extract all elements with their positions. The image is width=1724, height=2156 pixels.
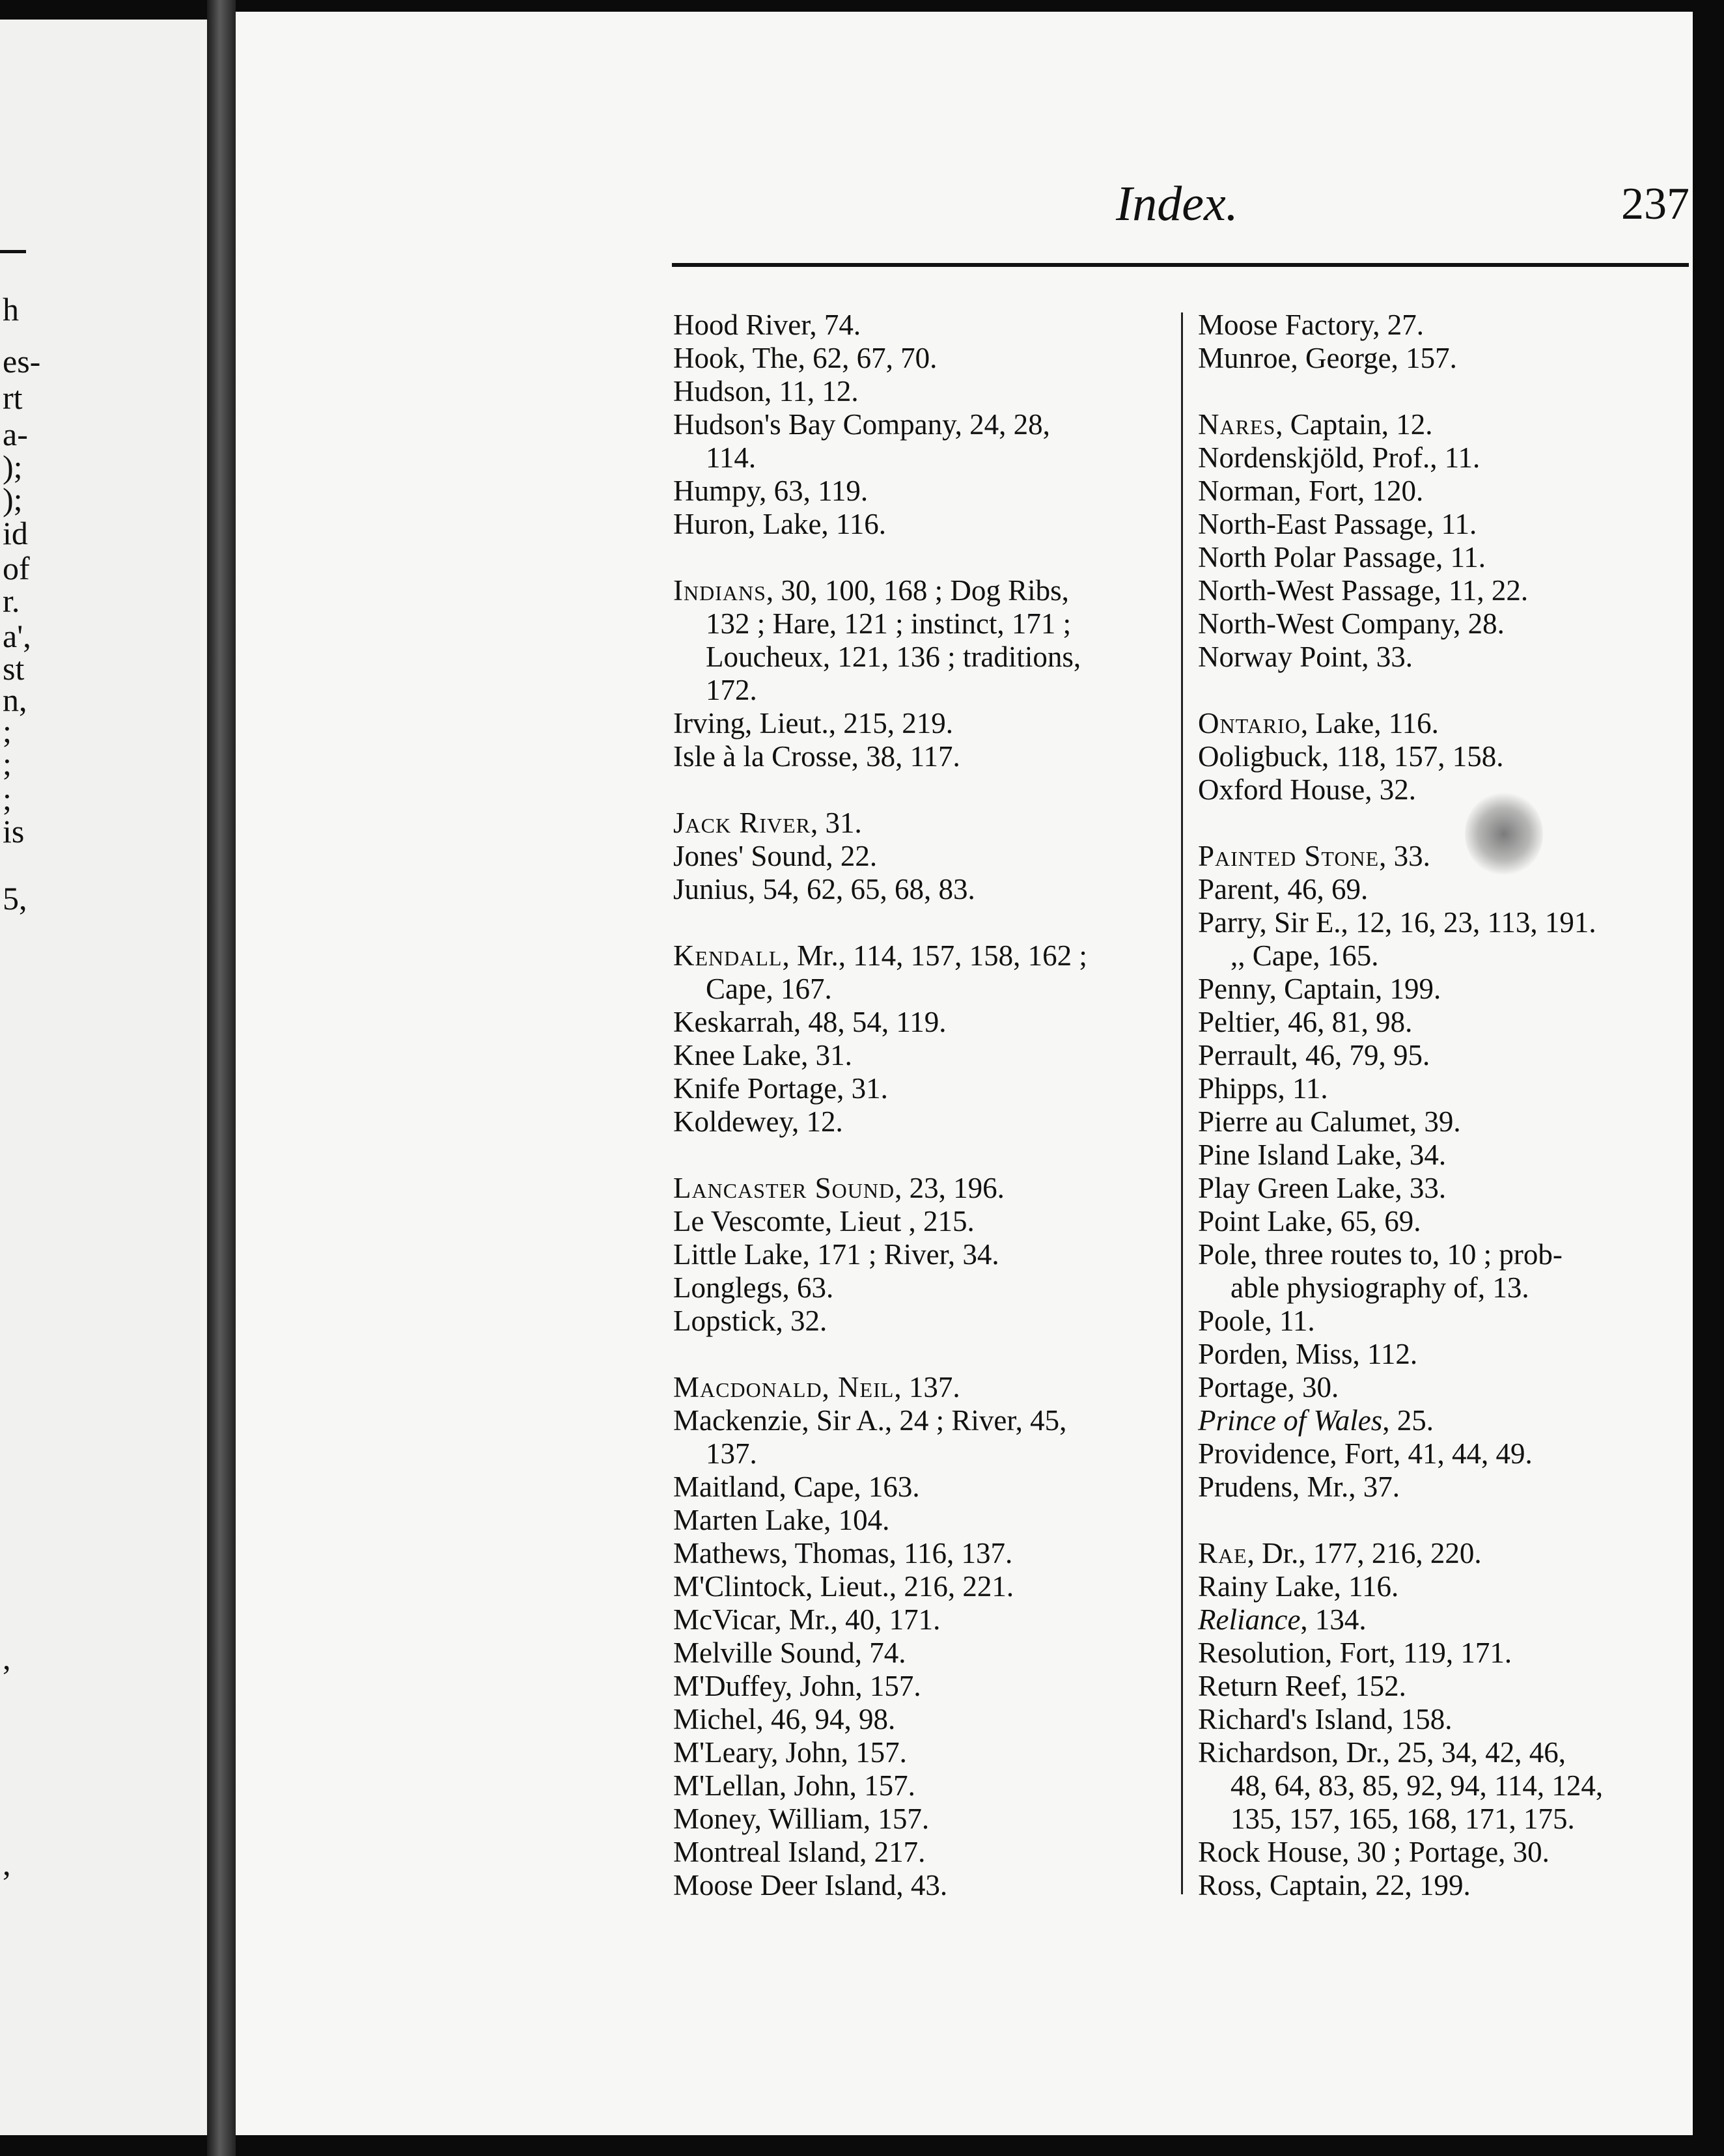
facing-page-fragment: , (3, 1640, 11, 1676)
index-entry-text: 135, 157, 165, 168, 171, 175. (1230, 1803, 1575, 1835)
index-entry (673, 939, 1175, 973)
index-entry-text: Huron, Lake, 116. (673, 508, 886, 540)
index-entry-text: Perrault, 46, 79, 95. (1198, 1039, 1430, 1071)
book-gutter (207, 0, 236, 2156)
facing-page-fragment: r. (3, 583, 20, 619)
index-entry (673, 408, 1175, 441)
index-entry (1198, 773, 1693, 807)
index-entry-text: , Mr., 114, 157, 158, 162 ; (782, 939, 1087, 972)
facing-page-fragment: h (3, 291, 19, 327)
facing-page-fragment: id (3, 515, 28, 551)
index-entry (1198, 1537, 1693, 1570)
index-entry-continuation (1198, 1803, 1693, 1836)
index-entry-text: Pine Island Lake, 34. (1198, 1139, 1447, 1171)
facing-page-fragment: n, (3, 682, 27, 718)
index-gap (673, 773, 1175, 807)
index-entry-text: , Lake, 116. (1300, 707, 1439, 739)
facing-page-rule (0, 250, 26, 253)
index-headword-italic: Prince of Wales (1198, 1404, 1383, 1437)
index-entry-text: Poole, 11. (1198, 1305, 1315, 1337)
index-headword: Rae (1198, 1537, 1247, 1569)
index-entry (1198, 574, 1693, 607)
index-entry-continuation (673, 973, 1175, 1006)
index-entry (1198, 641, 1693, 674)
index-entry (673, 1703, 1175, 1736)
index-gap (1198, 807, 1693, 840)
facing-page-edge (0, 20, 207, 2135)
index-entry-text: North-West Passage, 11, 22. (1198, 574, 1529, 607)
index-entry (1198, 1238, 1693, 1271)
index-entry-text: Jones' Sound, 22. (673, 840, 878, 872)
index-headword: Lancaster Sound (673, 1172, 895, 1204)
index-entry (1198, 840, 1693, 873)
index-gap (673, 1139, 1175, 1172)
index-entry (1198, 740, 1693, 773)
index-gap (673, 1338, 1175, 1371)
index-entry-text: 48, 64, 83, 85, 92, 94, 114, 124, (1230, 1769, 1604, 1802)
index-entry (1198, 1836, 1693, 1869)
index-entry (673, 1305, 1175, 1338)
index-entry (673, 1072, 1175, 1105)
index-entry-text: Hudson, 11, 12. (673, 375, 859, 408)
index-entry (1198, 1139, 1693, 1172)
index-entry-text: M'Lellan, John, 157. (673, 1769, 915, 1802)
index-entry (673, 1736, 1175, 1769)
index-entry-text: , 134. (1300, 1603, 1367, 1636)
index-entry-text: , Dr., 177, 216, 220. (1247, 1537, 1482, 1569)
facing-page-fragment: 5, (3, 880, 27, 917)
index-entry-text: ,, Cape, 165. (1230, 939, 1379, 972)
index-entry (1198, 1437, 1693, 1471)
index-entry (673, 1769, 1175, 1803)
index-entry-text: Norway Point, 33. (1198, 641, 1413, 673)
header-rule (672, 263, 1689, 267)
index-gap (1198, 1504, 1693, 1537)
index-entry (673, 1006, 1175, 1039)
index-headword: Indians (673, 574, 766, 607)
index-entry-text: Junius, 54, 62, 65, 68, 83. (673, 873, 975, 905)
index-entry-continuation (1198, 1769, 1693, 1803)
index-entry (673, 1603, 1175, 1637)
index-entry-text: Humpy, 63, 119. (673, 475, 869, 507)
index-entry-text: Moose Factory, 27. (1198, 309, 1425, 341)
index-headword: Kendall (673, 939, 783, 972)
index-entry-continuation (1198, 1271, 1693, 1305)
index-entry-continuation (673, 1437, 1175, 1471)
facing-page-fragment: ); (3, 481, 23, 518)
index-gap (1198, 375, 1693, 408)
index-entry-text: Penny, Captain, 199. (1198, 973, 1441, 1005)
index-entry-text: M'Leary, John, 157. (673, 1736, 907, 1769)
index-entry-text: Irving, Lieut., 215, 219. (673, 707, 953, 739)
facing-page-fragment: st (3, 650, 25, 687)
index-entry (673, 309, 1175, 342)
index-entry (673, 1205, 1175, 1238)
facing-page-fragment: is (3, 813, 25, 850)
index-entry-text: , 137. (894, 1371, 960, 1403)
index-entry-text: Peltier, 46, 81, 98. (1198, 1006, 1413, 1038)
facing-page-fragment: es- (3, 343, 41, 380)
index-entry (1198, 342, 1693, 375)
index-entry-text: Mathews, Thomas, 116, 137. (673, 1537, 1013, 1569)
index-entry-text: Koldewey, 12. (673, 1105, 843, 1138)
index-column-left (673, 309, 1175, 1902)
index-entry (673, 1869, 1175, 1902)
index-entry-text: Rock House, 30 ; Portage, 30. (1198, 1836, 1550, 1868)
index-entry (1198, 1006, 1693, 1039)
index-entry-continuation (673, 607, 1175, 641)
index-entry-continuation (673, 441, 1175, 475)
facing-page-fragment: of (3, 550, 30, 587)
index-entry-text: Loucheux, 121, 136 ; traditions, (706, 641, 1081, 673)
index-entry (673, 807, 1175, 840)
index-entry-text: Little Lake, 171 ; River, 34. (673, 1238, 999, 1271)
index-entry-text: 172. (706, 674, 757, 706)
index-entry-text: Resolution, Fort, 119, 171. (1198, 1637, 1512, 1669)
index-entry-text: , 30, 100, 168 ; Dog Ribs, (766, 574, 1069, 607)
index-entry-text: Pierre au Calumet, 39. (1198, 1105, 1461, 1138)
index-entry-text: Hudson's Bay Company, 24, 28, (673, 408, 1050, 441)
index-entry (673, 1471, 1175, 1504)
index-entry (673, 1172, 1175, 1205)
index-entry (673, 1271, 1175, 1305)
index-entry-text: Isle à la Crosse, 38, 117. (673, 740, 960, 773)
facing-page-fragment: rt (3, 380, 23, 416)
index-entry (1198, 873, 1693, 906)
index-entry-text: Porden, Miss, 112. (1198, 1338, 1418, 1370)
index-headword-italic: Reliance (1198, 1603, 1301, 1636)
index-entry-text: Moose Deer Island, 43. (673, 1869, 948, 1901)
index-entry (673, 475, 1175, 508)
index-headword: Jack River (673, 807, 811, 839)
index-entry (673, 1670, 1175, 1703)
index-entry (1198, 1703, 1693, 1736)
index-entry-text: , 25. (1382, 1404, 1434, 1437)
index-entry (1198, 1205, 1693, 1238)
index-entry (673, 1836, 1175, 1869)
index-entry (673, 342, 1175, 375)
index-entry (1198, 1105, 1693, 1139)
index-entry-text: Point Lake, 65, 69. (1198, 1205, 1421, 1237)
index-entry-text: Prudens, Mr., 37. (1198, 1471, 1400, 1503)
index-entry-text: M'Duffey, John, 157. (673, 1670, 921, 1702)
index-entry (1198, 1338, 1693, 1371)
index-entry (673, 1637, 1175, 1670)
index-entry-text: Marten Lake, 104. (673, 1504, 890, 1536)
index-entry-text: North Polar Passage, 11. (1198, 541, 1486, 574)
index-entry-text: Hook, The, 62, 67, 70. (673, 342, 938, 374)
index-entry (673, 1537, 1175, 1570)
running-title: Index. (1116, 176, 1238, 231)
index-entry (1198, 1869, 1693, 1902)
index-entry-text: Hood River, 74. (673, 309, 861, 341)
index-entry-text: Lopstick, 32. (673, 1305, 827, 1337)
index-entry (1198, 408, 1693, 441)
index-page (236, 12, 1693, 2135)
index-entry-text: Michel, 46, 94, 98. (673, 1703, 896, 1735)
index-entry-text: Oxford House, 32. (1198, 773, 1416, 806)
index-entry-text: Nordenskjöld, Prof., 11. (1198, 441, 1481, 474)
index-entry-text: , 23, 196. (895, 1172, 1005, 1204)
index-entry-text: , Captain, 12. (1275, 408, 1433, 441)
index-entry-text: North-West Company, 28. (1198, 607, 1505, 640)
index-entry-text: Parry, Sir E., 12, 16, 23, 113, 191. (1198, 906, 1596, 939)
index-entry-text: Le Vescomte, Lieut , 215. (673, 1205, 975, 1237)
index-entry-text: Cape, 167. (706, 973, 832, 1005)
facing-page-fragment: , (3, 1845, 11, 1882)
index-entry (673, 740, 1175, 773)
index-entry-text: 114. (706, 441, 757, 474)
index-entry-text: McVicar, Mr., 40, 171. (673, 1603, 941, 1636)
index-entry-text: Norman, Fort, 120. (1198, 475, 1424, 507)
index-entry (673, 707, 1175, 740)
index-entry (673, 1570, 1175, 1603)
index-entry-text: , 31. (811, 807, 862, 839)
index-entry-text: Richard's Island, 158. (1198, 1703, 1453, 1735)
index-entry (1198, 707, 1693, 740)
facing-page-fragment: a- (3, 416, 28, 452)
index-headword: Nares (1198, 408, 1276, 441)
index-entry (1198, 906, 1693, 939)
index-entry (1198, 1603, 1693, 1637)
index-entry-text: Return Reef, 152. (1198, 1670, 1406, 1702)
index-entry (1198, 1404, 1693, 1437)
index-entry (1198, 1736, 1693, 1769)
index-entry (673, 1039, 1175, 1072)
index-entry-text: Maitland, Cape, 163. (673, 1471, 920, 1503)
index-entry-text: Montreal Island, 217. (673, 1836, 926, 1868)
index-entry (673, 508, 1175, 541)
index-entry-text: Phipps, 11. (1198, 1072, 1328, 1105)
index-headword: Ontario (1198, 707, 1301, 739)
column-divider (1181, 312, 1183, 1894)
index-entry (1198, 1072, 1693, 1105)
index-entry-text: Mackenzie, Sir A., 24 ; River, 45, (673, 1404, 1067, 1437)
facing-page-fragment: a', (3, 618, 31, 654)
index-entry (673, 873, 1175, 906)
index-entry (1198, 1039, 1693, 1072)
index-entry (1198, 1371, 1693, 1404)
index-entry (673, 1404, 1175, 1437)
index-entry (1198, 1637, 1693, 1670)
index-column-right (1198, 309, 1693, 1902)
index-entry (673, 1504, 1175, 1537)
index-entry (1198, 508, 1693, 541)
index-entry-text: able physiography of, 13. (1230, 1271, 1529, 1304)
index-entry-text: 137. (706, 1437, 757, 1470)
index-entry-text: Providence, Fort, 41, 44, 49. (1198, 1437, 1533, 1470)
index-entry (1198, 475, 1693, 508)
index-entry (673, 375, 1175, 408)
index-entry-text: Pole, three routes to, 10 ; prob- (1198, 1238, 1563, 1271)
index-headword: Painted Stone (1198, 840, 1380, 872)
index-entry-text: Knife Portage, 31. (673, 1072, 888, 1105)
index-entry (1198, 441, 1693, 475)
index-entry-text: Portage, 30. (1198, 1371, 1339, 1403)
index-headword: Macdonald, Neil (673, 1371, 895, 1403)
index-entry-text: North-East Passage, 11. (1198, 508, 1477, 540)
index-entry-text: Knee Lake, 31. (673, 1039, 852, 1071)
facing-page-fragment: ; (3, 713, 12, 749)
index-entry (1198, 1305, 1693, 1338)
index-entry-continuation (673, 641, 1175, 674)
index-entry (673, 1371, 1175, 1404)
index-entry-text: M'Clintock, Lieut., 216, 221. (673, 1570, 1014, 1603)
index-entry-text: Munroe, George, 157. (1198, 342, 1457, 374)
facing-page-fragment: ); (3, 449, 23, 485)
index-entry-text: Melville Sound, 74. (673, 1637, 906, 1669)
index-entry-text: Money, William, 157. (673, 1803, 930, 1835)
index-entry-text: Ross, Captain, 22, 199. (1198, 1869, 1471, 1901)
index-entry (1198, 1471, 1693, 1504)
index-entry (1198, 1670, 1693, 1703)
index-entry (673, 1803, 1175, 1836)
index-entry (673, 1105, 1175, 1139)
index-entry-continuation (1198, 939, 1693, 973)
index-entry (1198, 1570, 1693, 1603)
index-gap (673, 906, 1175, 939)
index-entry-text: Play Green Lake, 33. (1198, 1172, 1447, 1204)
index-entry (673, 1238, 1175, 1271)
index-entry-text: Richardson, Dr., 25, 34, 42, 46, (1198, 1736, 1566, 1769)
index-entry (673, 574, 1175, 607)
index-entry-text: Rainy Lake, 116. (1198, 1570, 1399, 1603)
index-gap (1198, 674, 1693, 707)
index-entry-text: Longlegs, 63. (673, 1271, 834, 1304)
index-entry-text: Keskarrah, 48, 54, 119. (673, 1006, 947, 1038)
index-entry-text: Ooligbuck, 118, 157, 158. (1198, 740, 1504, 773)
index-gap (673, 541, 1175, 574)
index-entry-text: , 33. (1379, 840, 1430, 872)
index-entry-text: 132 ; Hare, 121 ; instinct, 171 ; (706, 607, 1072, 640)
index-entry-text: Parent, 46, 69. (1198, 873, 1369, 905)
page-number: 237 (1621, 179, 1689, 229)
index-entry (1198, 1172, 1693, 1205)
index-entry (1198, 607, 1693, 641)
facing-page-fragment: ; (3, 781, 12, 817)
index-entry (1198, 973, 1693, 1006)
index-entry (673, 840, 1175, 873)
index-entry-continuation (673, 674, 1175, 707)
index-entry (1198, 309, 1693, 342)
index-entry (1198, 541, 1693, 574)
facing-page-fragment: ; (3, 745, 12, 782)
